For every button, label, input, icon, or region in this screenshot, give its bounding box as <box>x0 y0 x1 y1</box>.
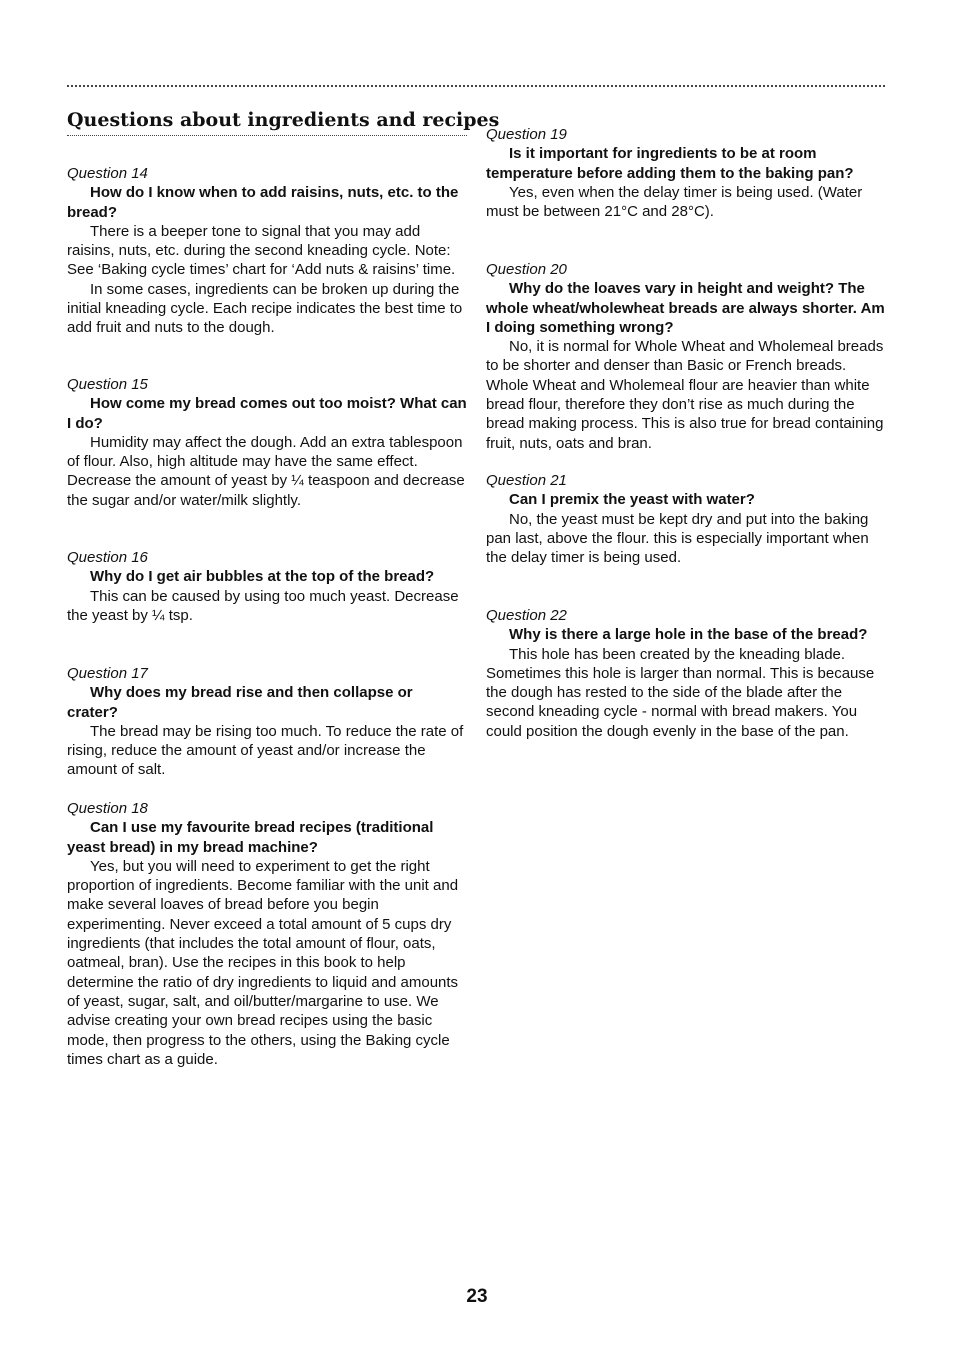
question-text: Can I premix the yeast with water? <box>509 491 755 509</box>
page-number: 23 <box>466 1286 488 1307</box>
answer-paragraph: Yes, but you will need to experiment to get the right proportion of ingredients. Become familiar with the unit and make several loaves of bread before you begin experimenting. Never exceed a total amount of 5 cups dry ingredients (that includes the total amount of flour, oats, oatmeal, bran). Use the recipes in this book to help determine the ratio of dry ingredients to liquid and amounts of yeast, sugar, salt, and oil/butter/margarine to use. We advise creating your own bread recipes using the basic mode, then progress to the others, using the Baking cycle times chart as a guide. <box>67 857 459 1068</box>
question-text: Why do the loaves vary in height and weight? The whole wheat/wholewheat breads are always shorter. Am I doing something wrong? <box>486 280 885 336</box>
answer-paragraph: Yes, even when the delay timer is being used. (Water must be between 21°C and 28°C). <box>486 183 863 221</box>
question-text: How come my bread comes out too moist? What can I do? <box>67 395 467 432</box>
question-text: Is it important for ingredients to be at room temperature before adding them to the baking pan? <box>486 145 854 182</box>
question-21 <box>486 471 886 567</box>
question-17 <box>67 664 467 780</box>
question-text: Why is there a large hole in the base of the bread? <box>509 626 868 644</box>
answer-paragraph: In some cases, ingredients can be broken up during the initial kneading cycle. Each recipe indicates the best time to add fruit and nuts to the dough. <box>67 280 463 337</box>
question-16 <box>67 548 467 625</box>
question-text: How do I know when to add raisins, nuts, etc. to the bread? <box>67 184 459 221</box>
answer-paragraph: This hole has been created by the kneading blade. Sometimes this hole is larger than normal. This is because the dough has rested to the side of the blade after the second kneading cycle - normal with bread makers. You could position the dough evenly in the base of the pan. <box>486 645 875 740</box>
answer-paragraph: Humidity may affect the dough. Add an extra tablespoon of flour. Also, high altitude may have the same effect. Decrease the amount of yeast by ¼ teaspoon and decrease the sugar and/or water/milk slightly. <box>67 433 465 509</box>
question-label: Question 15 <box>67 376 148 393</box>
question-label: Question 14 <box>67 165 148 182</box>
question-19 <box>486 125 886 221</box>
top-dotted-rule <box>67 85 885 87</box>
section-title: Questions about ingredients and recipes <box>67 108 467 136</box>
question-14 <box>67 164 467 338</box>
question-label: Question 20 <box>486 261 567 278</box>
question-label: Question 18 <box>67 800 148 817</box>
answer-paragraph: This can be caused by using too much yeast. Decrease the yeast by ¼ tsp. <box>67 587 459 624</box>
question-text: Can I use my favourite bread recipes (traditional yeast bread) in my bread machine? <box>67 819 434 856</box>
question-20 <box>486 260 886 453</box>
question-18 <box>67 799 467 1069</box>
question-text: Why do I get air bubbles at the top of the bread? <box>90 568 435 586</box>
answer-paragraph: No, it is normal for Whole Wheat and Wholemeal breads to be shorter and denser than Basic or French breads. Whole Wheat and Wholemeal flour are heavier than white bread flour, therefore they don’t rise as much during the bread making process. This is also true for bread containing fruit, nuts, oats and bran. <box>486 338 884 452</box>
answer-paragraph: The bread may be rising too much. To reduce the rate of rising, reduce the amount of yeast and/or increase the amount of salt. <box>67 722 464 779</box>
question-label: Question 17 <box>67 665 148 682</box>
question-15 <box>67 375 467 510</box>
question-label: Question 21 <box>486 472 567 489</box>
question-22 <box>486 606 886 741</box>
question-label: Question 19 <box>486 126 567 143</box>
question-label: Question 16 <box>67 549 148 566</box>
question-label: Question 22 <box>486 607 567 624</box>
answer-paragraph: There is a beeper tone to signal that you may add raisins, nuts, etc. during the second kneading cycle. Note: See ‘Baking cycle times’ chart for ‘Add nuts & raisins’ time. <box>67 222 456 279</box>
question-text: Why does my bread rise and then collapse or crater? <box>67 684 413 721</box>
answer-paragraph: No, the yeast must be kept dry and put into the baking pan last, above the flour. this is especially important when the delay timer is being used. <box>486 510 869 567</box>
